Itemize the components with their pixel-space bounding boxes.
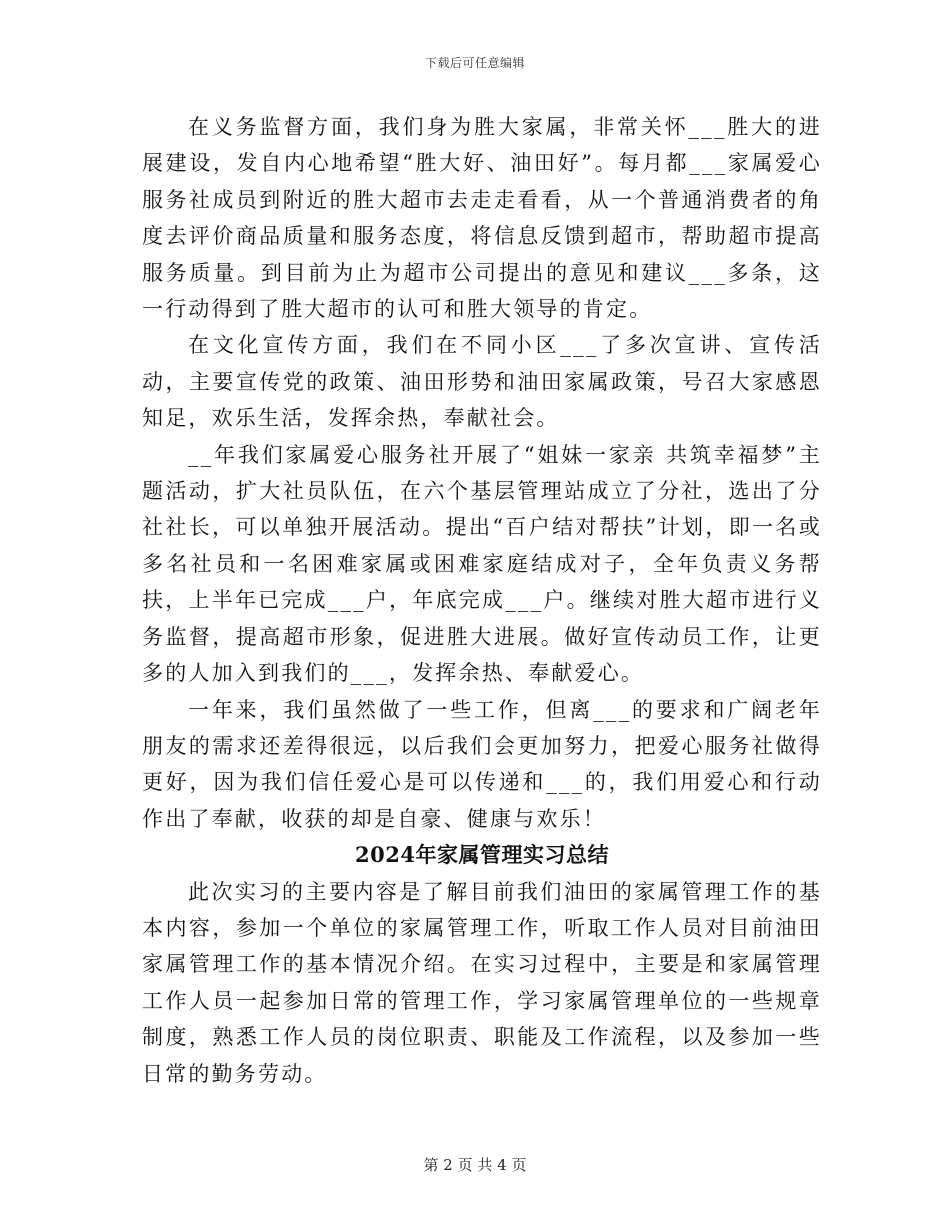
paragraph-conclusion: 一年来，我们虽然做了一些工作，但离___的要求和广阔老年朋友的需求还差得很远，以后我们会更加努力，把爱心服务社做得更好，因为我们信任爱心是可以传递和___的，我们用爱心和行动作出了奉献，收获的却是自豪、健康与欢乐！ — [142, 697, 822, 831]
page-number: 第 2 页 共 4 页 — [423, 1156, 527, 1174]
paragraph-supervision: 在义务监督方面，我们身为胜大家属，非常关怀___胜大的进展建设，发自内心地希望“胜大好、油田好”。每月都___家属爱心服务社成员到附近的胜大超市去走走看看，从一个普通消费者的角度去评价商品质量和服务态度，将信息反馈到超市，帮助超市提高服务质量。到目前为止为超市公司提出的意见和建议___多条，这一行动得到了胜大超市的认可和胜大领导的肯定。 — [142, 115, 822, 322]
paragraph-culture-promotion: 在文化宣传方面，我们在不同小区___了多次宣讲、宣传活动，主要宣传党的政策、油田形势和油田家属政策，号召大家感恩知足，欢乐生活，发挥余热，奉献社会。 — [142, 333, 822, 431]
paragraph-internship-content: 此次实习的主要内容是了解目前我们油田的家属管理工作的基本内容，参加一个单位的家属管理工作，听取工作人员对目前油田家属管理工作的基本情况介绍。在实习过程中，主要是和家属管理工作人员一起参加日常的管理工作，学习家属管理单位的一些规章制度，熟悉工作人员的岗位职责、职能及工作流程，以及参加一些日常的勤务劳动。 — [142, 879, 822, 1086]
document-body — [142, 109, 822, 1092]
section-title: 2024年家属管理实习总结 — [355, 842, 609, 868]
paragraph-annual-activities: __年我们家属爱心服务社开展了“姐妹一家亲 共筑幸福梦”主题活动，扩大社员队伍，在六个基层管理站成立了分社，选出了分社社长，可以单独开展活动。提出“百户结对帮扶”计划，即一名或多名社员和一名困难家属或困难家庭结成对子，全年负责义务帮扶，上半年已完成___户，年底完成___户。继续对胜大超市进行义务监督，提高超市形象，促进胜大进展。做好宣传动员工作，让更多的人加入到我们的___，发挥余热、奉献爱心。 — [142, 442, 822, 686]
page-header-note: 下载后可任意编辑 — [424, 56, 525, 70]
